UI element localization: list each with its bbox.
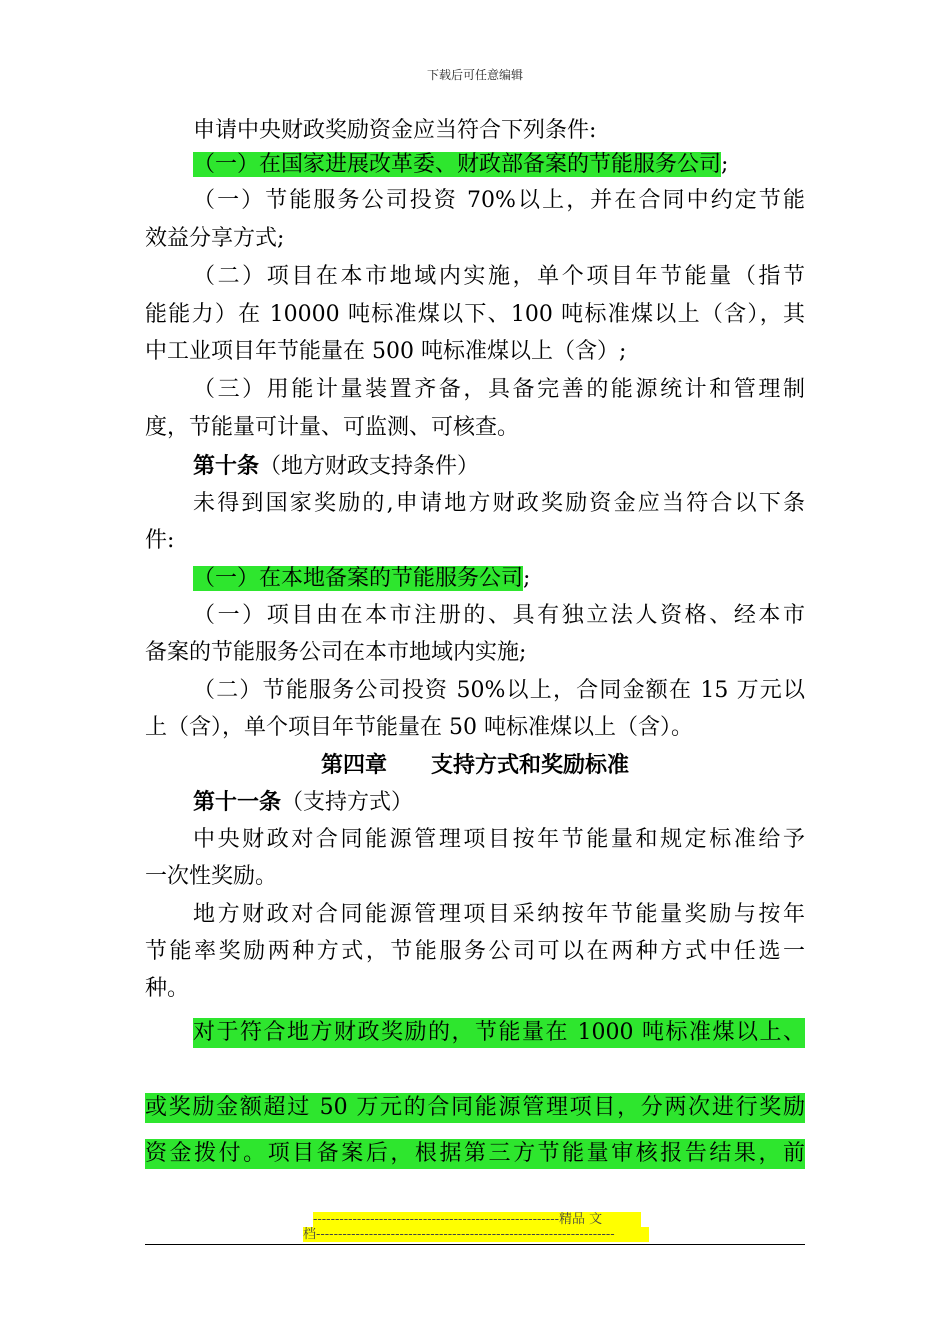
paragraph-line: 效益分享方式; — [145, 226, 285, 251]
highlighted-line: 资金拨付。项目备案后，根据第三方节能量审核报告结果，前 — [145, 1139, 805, 1169]
paragraph-line: 种。 — [145, 976, 190, 1001]
paragraph-line: 地方财政对合同能源管理项目采纳按年节能量奖励与按年 — [193, 902, 805, 927]
paragraph-line: 上（含），单个项目年节能量在 50 吨标准煤以上（含）。 — [145, 715, 693, 740]
paragraph-line: 节能率奖励两种方式，节能服务公司可以在两种方式中任选一 — [145, 939, 805, 964]
highlighted-text: （一）在国家进展改革委、财政部备案的节能服务公司 — [193, 152, 722, 177]
paragraph-line: 件: — [145, 528, 175, 553]
article-number: 第十条 — [193, 453, 260, 479]
paragraph-line: 中央财政对合同能源管理项目按年节能量和规定标准给予 — [193, 827, 805, 852]
paragraph-line: 未得到国家奖励的,申请地方财政奖励资金应当符合以下条 — [193, 491, 805, 516]
paragraph-line: （一）节能服务公司投资 70%以上，并在合同中约定节能 — [193, 188, 805, 213]
paragraph-line: （一）在国家进展改革委、财政部备案的节能服务公司; — [193, 152, 729, 177]
paragraph-line: 备案的节能服务公司在本市地域内实施; — [145, 640, 527, 665]
article-heading: 第十一条（支持方式） — [193, 789, 414, 815]
paragraph-line: 申请中央财政奖励资金应当符合下列条件: — [193, 118, 597, 143]
paragraph-line: （一）在本地备案的节能服务公司; — [193, 566, 531, 591]
paragraph-line: （二）项目在本市地域内实施，单个项目年节能量（指节 — [193, 264, 805, 289]
paragraph-line: 能能力）在 10000 吨标准煤以下、100 吨标准煤以上（含），其 — [145, 302, 805, 327]
footer-watermark-line: --------------------------------------------------------精品 文 — [313, 1212, 641, 1227]
paragraph-line: （三）用能计量装置齐备，具备完善的能源统计和管理制 — [193, 377, 805, 402]
footer-divider — [145, 1244, 805, 1245]
highlighted-line: 对于符合地方财政奖励的，节能量在 1000 吨标准煤以上、 — [193, 1018, 805, 1048]
article-heading: 第十条（地方财政支持条件） — [193, 453, 480, 479]
footer-watermark-line: 档-------------------------------------------------------------------- — [303, 1227, 649, 1242]
page-header: 下载后可任意编辑 — [426, 68, 523, 82]
paragraph-line: 中工业项目年节能量在 500 吨标准煤以上（含）; — [145, 339, 627, 364]
highlighted-text: （一）在本地备案的节能服务公司 — [193, 566, 524, 591]
paragraph-line: （一）项目由在本市注册的、具有独立法人资格、经本市 — [193, 603, 805, 628]
paragraph-line: 度，节能量可计量、可监测、可核查。 — [145, 415, 520, 440]
chapter-title: 第四章 支持方式和奖励标准 — [320, 752, 629, 778]
paragraph-line: 一次性奖励。 — [145, 864, 278, 889]
paragraph-line: （二）节能服务公司投资 50%以上，合同金额在 15 万元以 — [193, 678, 805, 703]
highlighted-line: 或奖励金额超过 50 万元的合同能源管理项目，分两次进行奖励 — [145, 1093, 805, 1123]
article-number: 第十一条 — [193, 789, 282, 815]
